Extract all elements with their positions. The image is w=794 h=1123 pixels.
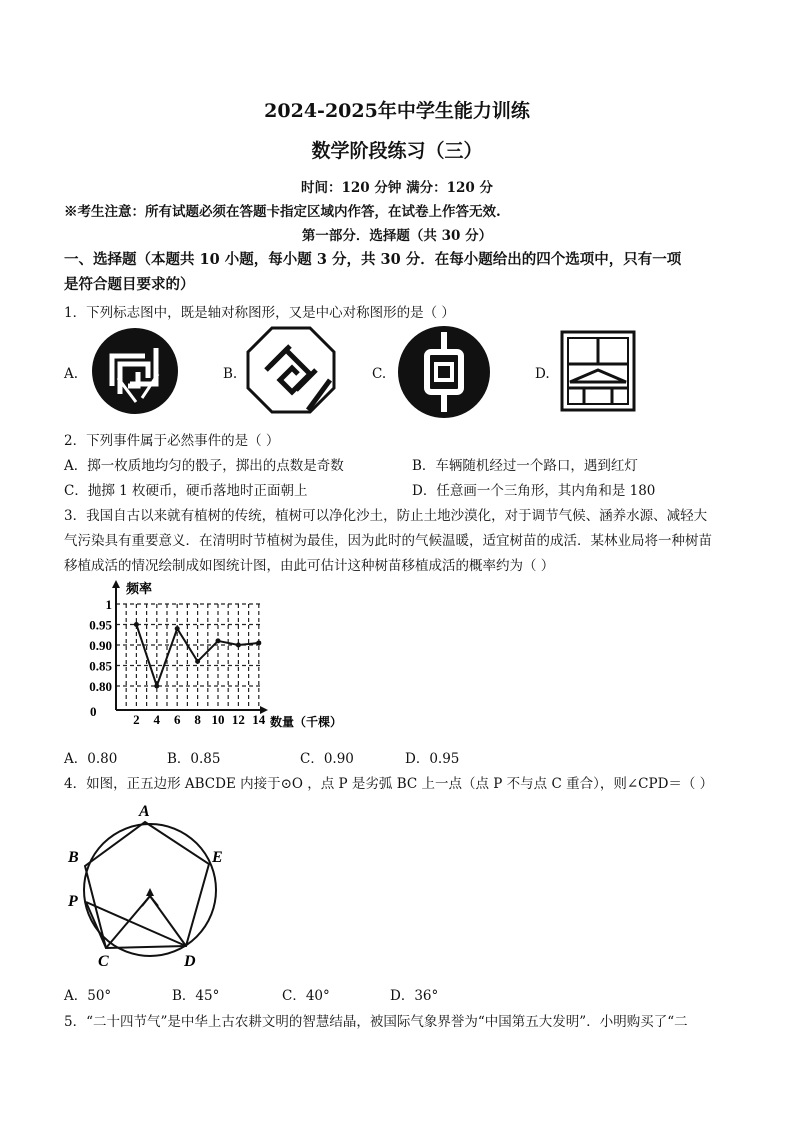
question-1-stem: 1．下列标志图中，既是轴对称图形，又是中心对称图形的是（ ） — [64, 305, 455, 321]
logo-c-image — [396, 324, 492, 420]
point-d-label: D — [184, 953, 196, 970]
question-3-line1: 3．我国自古以来就有植树的传统，植树可以净化沙土，防止土地沙漠化，对于调节气候、涵养水源、减轻大 — [64, 508, 708, 524]
point-p-label: P — [68, 893, 78, 910]
exam-subtitle: 数学阶段练习（三） — [311, 140, 483, 162]
origin-label: 0 — [90, 704, 97, 719]
data-point — [134, 622, 139, 627]
x-tick-label: 8 — [194, 712, 201, 727]
x-tick-label: 4 — [153, 712, 161, 727]
q3-option-c: C．0.90 — [300, 751, 354, 767]
point-a-label: A — [139, 803, 150, 820]
x-axis-label: 数量（千棵） — [270, 715, 343, 729]
data-point — [175, 626, 180, 631]
question-3-line2: 气污染具有重要意义．在清明时节植树为最佳，因为此时的气候温暖，适宜树苗的成活．某林业局将一种树苗 — [64, 533, 712, 549]
part-heading: 第一部分．选择题（共 30 分） — [301, 228, 493, 244]
y-tick-label: 0.80 — [89, 679, 112, 694]
y-tick-label: 0.85 — [89, 658, 112, 674]
q2-option-d: D．任意画一个三角形，其内角和是 180 — [412, 483, 656, 499]
section-heading-line1: 一、选择题（本题共 10 小题，每小题 3 分，共 30 分．在每小题给出的四个选项中，只有一项 — [64, 251, 682, 268]
point-e-label: E — [212, 849, 223, 866]
x-tick-label: 10 — [211, 712, 225, 727]
frequency-line-chart — [70, 578, 343, 734]
q4-option-c: C．40° — [282, 988, 330, 1004]
x-tick-label: 2 — [133, 712, 140, 727]
exam-notice: ※考生注意：所有试题必须在答题卡指定区域内作答，在试卷上作答无效. — [64, 204, 501, 220]
q3-option-a: A．0.80 — [64, 751, 118, 767]
data-point — [256, 640, 261, 645]
logo-b-image — [246, 326, 336, 414]
data-point — [216, 638, 221, 643]
q4-option-a: A．50° — [64, 988, 112, 1004]
question-3-line3: 移植成活的情况绘制成如图统计图，由此可估计这种树苗移植成活的概率约为（ ） — [64, 558, 555, 574]
q4-option-d: D．36° — [390, 988, 439, 1004]
q2-option-a: A．掷一枚质地均匀的骰子，掷出的点数是奇数 — [64, 458, 344, 474]
q1-label-a: A. — [64, 366, 79, 382]
q2-option-b: B．车辆随机经过一个路口，遇到红灯 — [412, 458, 638, 474]
question-4-stem: 4．如图，正五边形 ABCDE 内接于⊙O ，点 P 是劣弧 BC 上一点（点 P 不与点 C 重合），则∠CPD＝（ ） — [64, 776, 714, 792]
section-heading-line2: 是符合题目要求的） — [64, 276, 195, 293]
center-mark — [146, 888, 154, 896]
question-5-stem: 5．“二十四节气”是中华上古农耕文明的智慧结晶，被国际气象界誉为“中国第五大发明”．小明购买了“二 — [64, 1014, 688, 1030]
data-point — [195, 659, 200, 664]
y-tick-label: 0.95 — [89, 617, 112, 633]
y-tick-label: 0.90 — [89, 638, 112, 653]
chart-grid — [116, 604, 263, 710]
point-c-label: C — [98, 953, 109, 970]
data-point — [154, 684, 159, 689]
q1-label-c: C. — [372, 366, 387, 382]
y-axis-arrow — [112, 580, 120, 588]
logo-d-image — [560, 330, 636, 412]
time-info: 时间：120 分钟 满分：120 分 — [301, 180, 493, 196]
data-point — [236, 643, 241, 648]
pentagon-circle-figure — [62, 800, 242, 970]
q1-label-b: B. — [223, 366, 238, 382]
x-tick-label: 14 — [252, 712, 266, 727]
question-2-stem: 2．下列事件属于必然事件的是（ ） — [64, 433, 280, 449]
point-b-label: B — [68, 849, 79, 866]
q2-option-c: C．抛掷 1 枚硬币，硬币落地时正面朝上 — [64, 483, 308, 499]
q1-label-d: D. — [535, 366, 550, 382]
q3-option-d: D．0.95 — [405, 751, 460, 767]
x-tick-label: 6 — [173, 712, 181, 727]
q3-option-b: B．0.85 — [167, 751, 221, 767]
q4-option-b: B．45° — [172, 988, 220, 1004]
exam-title: 2024-2025年中学生能力训练 — [264, 100, 530, 122]
x-tick-label: 12 — [231, 712, 245, 727]
y-axis-label: 频率 — [126, 581, 153, 596]
y-tick-label: 1 — [105, 597, 112, 612]
logo-a-image — [90, 326, 180, 416]
